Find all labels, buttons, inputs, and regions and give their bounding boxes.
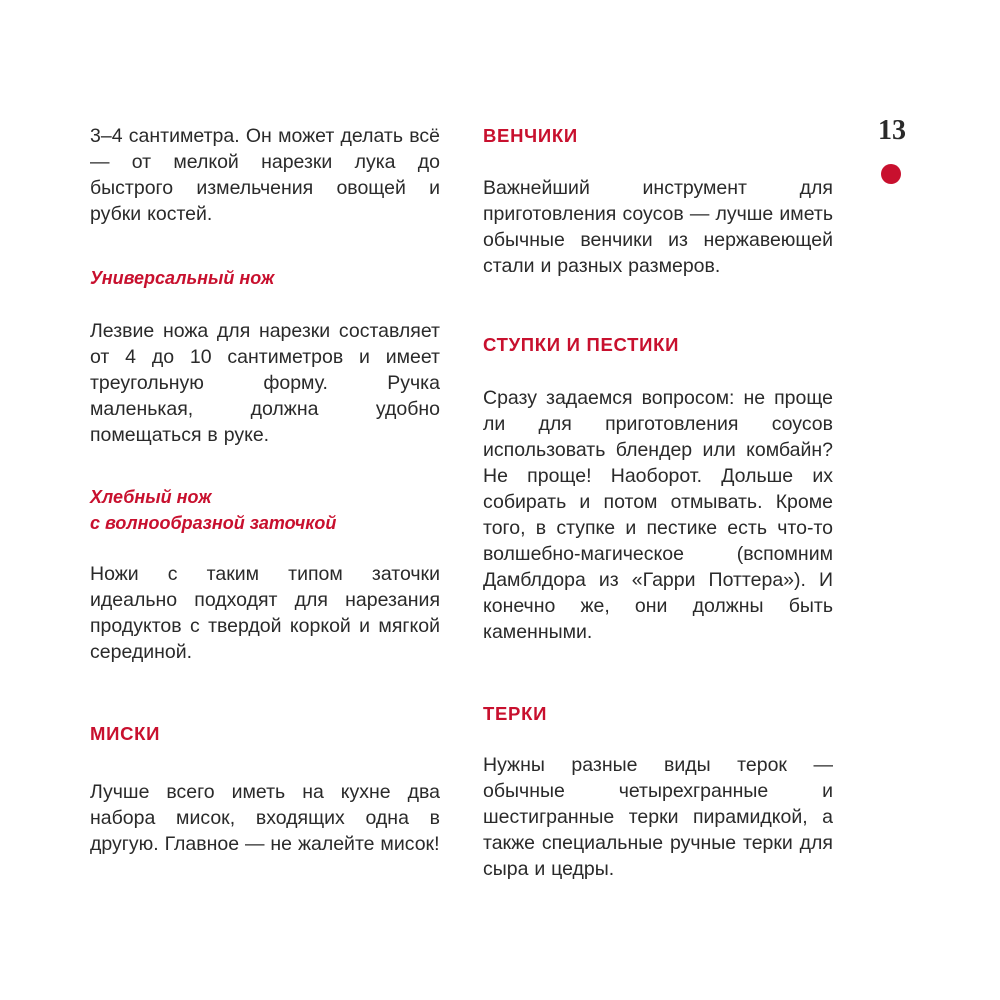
bread-knife-heading bbox=[90, 484, 440, 536]
graters-text: Нужны разные виды терок — обычные четырехгранные и шестигранные терки пирамидкой, а также специальные ручные терки для сыра и цедры. bbox=[483, 754, 833, 880]
bread-knife-text: Ножи с таким типом заточки идеально подходят для нарезания продуктов с твердой коркой и мягкой серединой. bbox=[90, 563, 440, 663]
bowls-text: Лучше всего иметь на кухне два набора мисок, входящих одна в другую. Главное — не жалейте мисок! bbox=[90, 781, 440, 855]
whisks-text: Важнейший инструмент для приготовления соусов — лучше иметь обычные венчики из нержавеющей стали и разных размеров. bbox=[483, 177, 833, 277]
universal-knife-text: Лезвие ножа для нарезки составляет от 4 до 10 сантиметров и имеет треугольную форму. Ручка маленькая, должна удобно помещаться в руке. bbox=[90, 320, 440, 446]
whisks-heading: ВЕНЧИКИ bbox=[483, 125, 578, 146]
intro-paragraph: 3–4 сантиметра. Он может делать всё — от мелкой нарезки лука до быстрого измельчения овощей и рубки костей. bbox=[90, 125, 440, 225]
page-number: 13 bbox=[878, 115, 906, 146]
mortars-text: Сразу задаемся вопросом: не проще ли для приготовления соусов использовать блендер или комбайн? Не проще! Наоборот. Дольше их собирать и потом отмывать. Кроме того, в ступке и пестике есть что-то волшебно-магическое (вспомним Дамблдора из «Гарри Поттера»). И конечно же, они должны быть каменными. bbox=[483, 387, 833, 643]
bread-knife-heading-line2: с волнообразной заточкой bbox=[90, 513, 337, 533]
bread-knife-heading-line1: Хлебный нож bbox=[90, 487, 212, 507]
mortars-heading: СТУПКИ И ПЕСТИКИ bbox=[483, 334, 680, 355]
bowls-heading: МИСКИ bbox=[90, 723, 161, 744]
red-dot-marker bbox=[881, 164, 901, 184]
graters-heading: ТЕРКИ bbox=[483, 703, 548, 724]
universal-knife-heading: Универсальный нож bbox=[90, 268, 275, 288]
